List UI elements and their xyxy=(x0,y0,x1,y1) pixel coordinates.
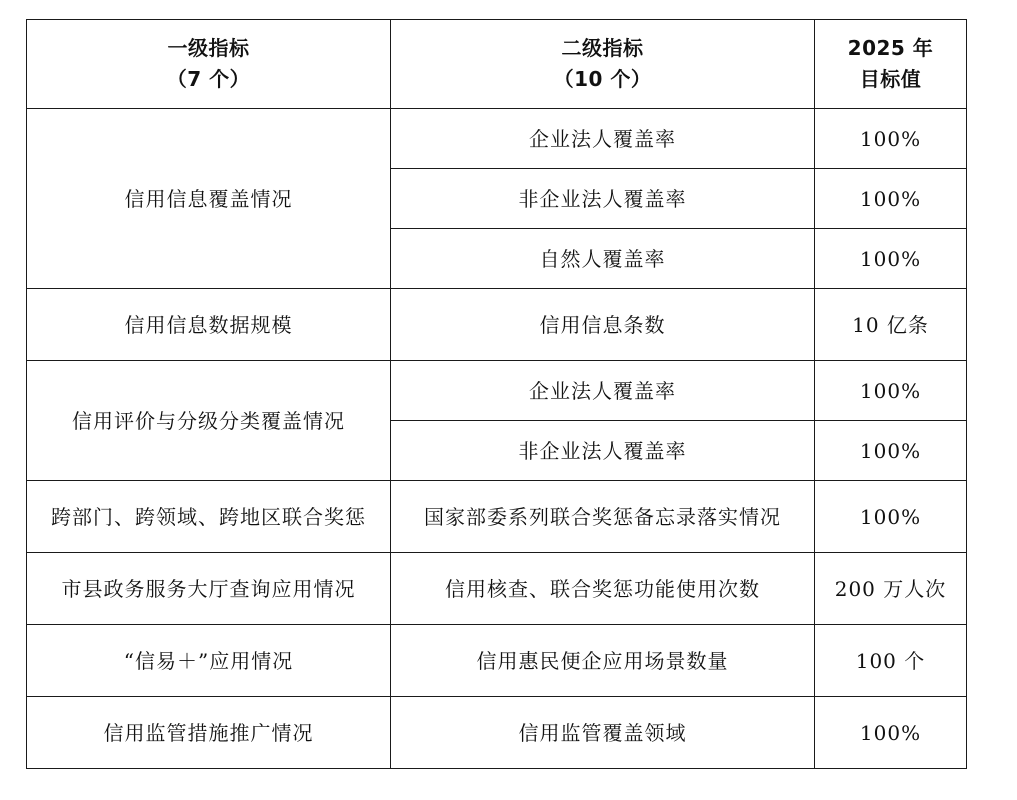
secondary-indicator-cell: 信用核查、联合奖惩功能使用次数 xyxy=(391,553,815,625)
primary-indicator-cell: 信用评价与分级分类覆盖情况 xyxy=(27,361,391,481)
indicators-table xyxy=(26,19,967,769)
header-secondary-title: 二级指标 xyxy=(561,36,644,60)
header-secondary-count: （10 个） xyxy=(553,67,652,91)
secondary-indicator-cell: 企业法人覆盖率 xyxy=(391,361,815,421)
target-value-cell: 100 个 xyxy=(815,625,967,697)
table-header-row xyxy=(27,20,967,109)
header-target-value xyxy=(815,20,967,109)
secondary-indicator-cell: 国家部委系列联合奖惩备忘录落实情况 xyxy=(391,481,815,553)
primary-indicator-cell: 信用监管措施推广情况 xyxy=(27,697,391,769)
table-row xyxy=(27,481,967,553)
header-target-year: 2025 年 xyxy=(847,36,934,60)
header-secondary-indicator xyxy=(391,20,815,109)
header-target-label: 目标值 xyxy=(859,67,922,91)
target-value-cell: 200 万人次 xyxy=(815,553,967,625)
primary-indicator-cell: 信用信息覆盖情况 xyxy=(27,109,391,289)
secondary-indicator-cell: 信用惠民便企应用场景数量 xyxy=(391,625,815,697)
primary-indicator-cell: “信易＋”应用情况 xyxy=(27,625,391,697)
target-value-cell: 100% xyxy=(815,229,967,289)
target-value-cell: 100% xyxy=(815,481,967,553)
table-row xyxy=(27,553,967,625)
primary-indicator-cell: 市县政务服务大厅查询应用情况 xyxy=(27,553,391,625)
secondary-indicator-cell: 自然人覆盖率 xyxy=(391,229,815,289)
secondary-indicator-cell: 非企业法人覆盖率 xyxy=(391,169,815,229)
header-primary-count: （7 个） xyxy=(166,67,251,91)
secondary-indicator-cell: 非企业法人覆盖率 xyxy=(391,421,815,481)
secondary-indicator-cell: 信用监管覆盖领域 xyxy=(391,697,815,769)
target-value-cell: 10 亿条 xyxy=(815,289,967,361)
table-row xyxy=(27,625,967,697)
target-value-cell: 100% xyxy=(815,361,967,421)
table-row xyxy=(27,109,967,169)
secondary-indicator-cell: 信用信息条数 xyxy=(391,289,815,361)
table-row xyxy=(27,697,967,769)
target-value-cell: 100% xyxy=(815,109,967,169)
table-row xyxy=(27,289,967,361)
primary-indicator-cell: 跨部门、跨领域、跨地区联合奖惩 xyxy=(27,481,391,553)
primary-indicator-cell: 信用信息数据规模 xyxy=(27,289,391,361)
target-value-cell: 100% xyxy=(815,169,967,229)
target-value-cell: 100% xyxy=(815,421,967,481)
table-row xyxy=(27,361,967,421)
secondary-indicator-cell: 企业法人覆盖率 xyxy=(391,109,815,169)
header-primary-indicator xyxy=(27,20,391,109)
target-value-cell: 100% xyxy=(815,697,967,769)
header-primary-title: 一级指标 xyxy=(167,36,250,60)
